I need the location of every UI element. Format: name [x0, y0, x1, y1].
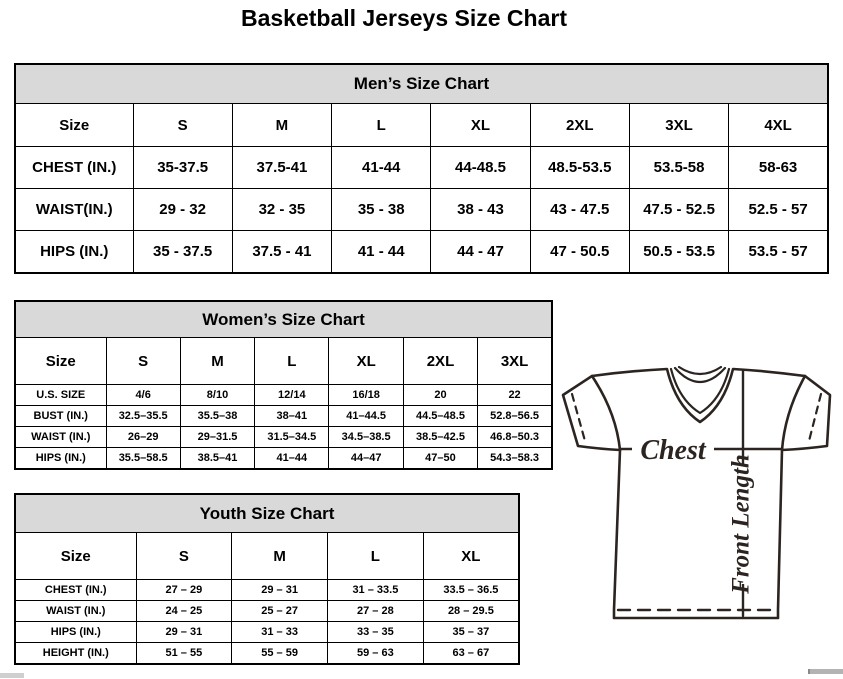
size-cell: 33 – 35 [328, 622, 424, 643]
size-cell: 4/6 [106, 385, 180, 406]
size-cell: 41–44 [255, 448, 329, 470]
size-cell: 31 – 33 [232, 622, 328, 643]
size-header-cell: XL [329, 338, 403, 385]
size-cell: 25 – 27 [232, 601, 328, 622]
size-cell: 26–29 [106, 427, 180, 448]
table-row [15, 104, 828, 147]
size-cell: 50.5 - 53.5 [629, 231, 728, 274]
table-row [15, 231, 828, 274]
size-header-cell: L [328, 533, 424, 580]
table-row [15, 64, 828, 104]
table-row [15, 533, 519, 580]
size-header-cell: L [255, 338, 329, 385]
size-header-cell: XL [431, 104, 530, 147]
size-cell: 29 – 31 [232, 580, 328, 601]
size-cell: 22 [478, 385, 552, 406]
size-cell: 35 - 38 [332, 189, 431, 231]
size-header-cell: S [136, 533, 232, 580]
size-cell: 38.5–42.5 [403, 427, 477, 448]
size-column-header: Size [15, 338, 106, 385]
size-cell: 44.5–48.5 [403, 406, 477, 427]
size-header-cell: 2XL [530, 104, 629, 147]
size-cell: 52.8–56.5 [478, 406, 552, 427]
size-cell: 53.5 - 57 [729, 231, 828, 274]
size-cell: 47–50 [403, 448, 477, 470]
size-cell: 55 – 59 [232, 643, 328, 665]
size-cell: 44 - 47 [431, 231, 530, 274]
horizontal-scrollbar-fragment[interactable] [808, 669, 843, 674]
size-cell: 44–47 [329, 448, 403, 470]
front-length-measure-label: Front Length [727, 454, 755, 594]
table-row [15, 643, 519, 665]
size-header-cell: M [180, 338, 254, 385]
mens-table-title: Men’s Size Chart [15, 64, 828, 104]
size-cell: 35 – 37 [423, 622, 519, 643]
row-label: U.S. SIZE [15, 385, 106, 406]
size-column-header: Size [15, 104, 133, 147]
table-row [15, 427, 552, 448]
size-cell: 52.5 - 57 [729, 189, 828, 231]
jersey-measurement-diagram [558, 360, 843, 628]
size-cell: 35.5–58.5 [106, 448, 180, 470]
size-cell: 59 – 63 [328, 643, 424, 665]
table-row [15, 338, 552, 385]
size-cell: 38–41 [255, 406, 329, 427]
size-cell: 20 [403, 385, 477, 406]
table-row [15, 385, 552, 406]
size-header-cell: XL [423, 533, 519, 580]
size-cell: 29 – 31 [136, 622, 232, 643]
size-header-cell: 2XL [403, 338, 477, 385]
row-label: HIPS (IN.) [15, 448, 106, 470]
youth-size-table [14, 493, 520, 665]
size-column-header: Size [15, 533, 136, 580]
size-cell: 37.5-41 [232, 147, 331, 189]
size-cell: 47 - 50.5 [530, 231, 629, 274]
size-cell: 35 - 37.5 [133, 231, 232, 274]
size-cell: 41–44.5 [329, 406, 403, 427]
size-cell: 28 – 29.5 [423, 601, 519, 622]
row-label: WAIST(IN.) [15, 189, 133, 231]
size-cell: 41 - 44 [332, 231, 431, 274]
table-row [15, 448, 552, 470]
table-row [15, 147, 828, 189]
size-cell: 47.5 - 52.5 [629, 189, 728, 231]
size-cell: 32.5–35.5 [106, 406, 180, 427]
table-row [15, 494, 519, 533]
size-cell: 46.8–50.3 [478, 427, 552, 448]
horizontal-scrollbar-fragment[interactable] [0, 673, 24, 678]
row-label: HIPS (IN.) [15, 622, 136, 643]
size-header-cell: 3XL [629, 104, 728, 147]
size-cell: 38 - 43 [431, 189, 530, 231]
size-header-cell: S [106, 338, 180, 385]
size-cell: 27 – 28 [328, 601, 424, 622]
table-row [15, 580, 519, 601]
size-cell: 51 – 55 [136, 643, 232, 665]
size-cell: 34.5–38.5 [329, 427, 403, 448]
table-row [15, 301, 552, 338]
size-cell: 63 – 67 [423, 643, 519, 665]
table-row [15, 601, 519, 622]
size-cell: 32 - 35 [232, 189, 331, 231]
womens-table-title: Women’s Size Chart [15, 301, 552, 338]
table-row [15, 189, 828, 231]
size-cell: 43 - 47.5 [530, 189, 629, 231]
size-cell: 44-48.5 [431, 147, 530, 189]
size-cell: 33.5 – 36.5 [423, 580, 519, 601]
size-cell: 35-37.5 [133, 147, 232, 189]
mens-size-table [14, 63, 829, 274]
row-label: WAIST (IN.) [15, 601, 136, 622]
size-cell: 8/10 [180, 385, 254, 406]
size-header-cell: M [232, 104, 331, 147]
size-cell: 38.5–41 [180, 448, 254, 470]
size-cell: 54.3–58.3 [478, 448, 552, 470]
size-cell: 41-44 [332, 147, 431, 189]
size-cell: 27 – 29 [136, 580, 232, 601]
row-label: HEIGHT (IN.) [15, 643, 136, 665]
table-row [15, 406, 552, 427]
row-label: CHEST (IN.) [15, 147, 133, 189]
size-header-cell: S [133, 104, 232, 147]
size-cell: 35.5–38 [180, 406, 254, 427]
size-cell: 37.5 - 41 [232, 231, 331, 274]
size-cell: 48.5-53.5 [530, 147, 629, 189]
size-cell: 16/18 [329, 385, 403, 406]
size-header-cell: L [332, 104, 431, 147]
row-label: WAIST (IN.) [15, 427, 106, 448]
size-header-cell: M [232, 533, 328, 580]
size-header-cell: 3XL [478, 338, 552, 385]
chest-measure-label: Chest [640, 435, 706, 466]
row-label: CHEST (IN.) [15, 580, 136, 601]
jersey-icon [558, 360, 843, 628]
youth-table-title: Youth Size Chart [15, 494, 519, 533]
size-cell: 58-63 [729, 147, 828, 189]
row-label: BUST (IN.) [15, 406, 106, 427]
womens-size-table [14, 300, 553, 470]
size-cell: 53.5-58 [629, 147, 728, 189]
size-cell: 31 – 33.5 [328, 580, 424, 601]
row-label: HIPS (IN.) [15, 231, 133, 274]
size-cell: 31.5–34.5 [255, 427, 329, 448]
size-cell: 29–31.5 [180, 427, 254, 448]
size-cell: 29 - 32 [133, 189, 232, 231]
table-row [15, 622, 519, 643]
size-cell: 24 – 25 [136, 601, 232, 622]
size-cell: 12/14 [255, 385, 329, 406]
page-title: Basketball Jerseys Size Chart [240, 5, 567, 31]
size-header-cell: 4XL [729, 104, 828, 147]
